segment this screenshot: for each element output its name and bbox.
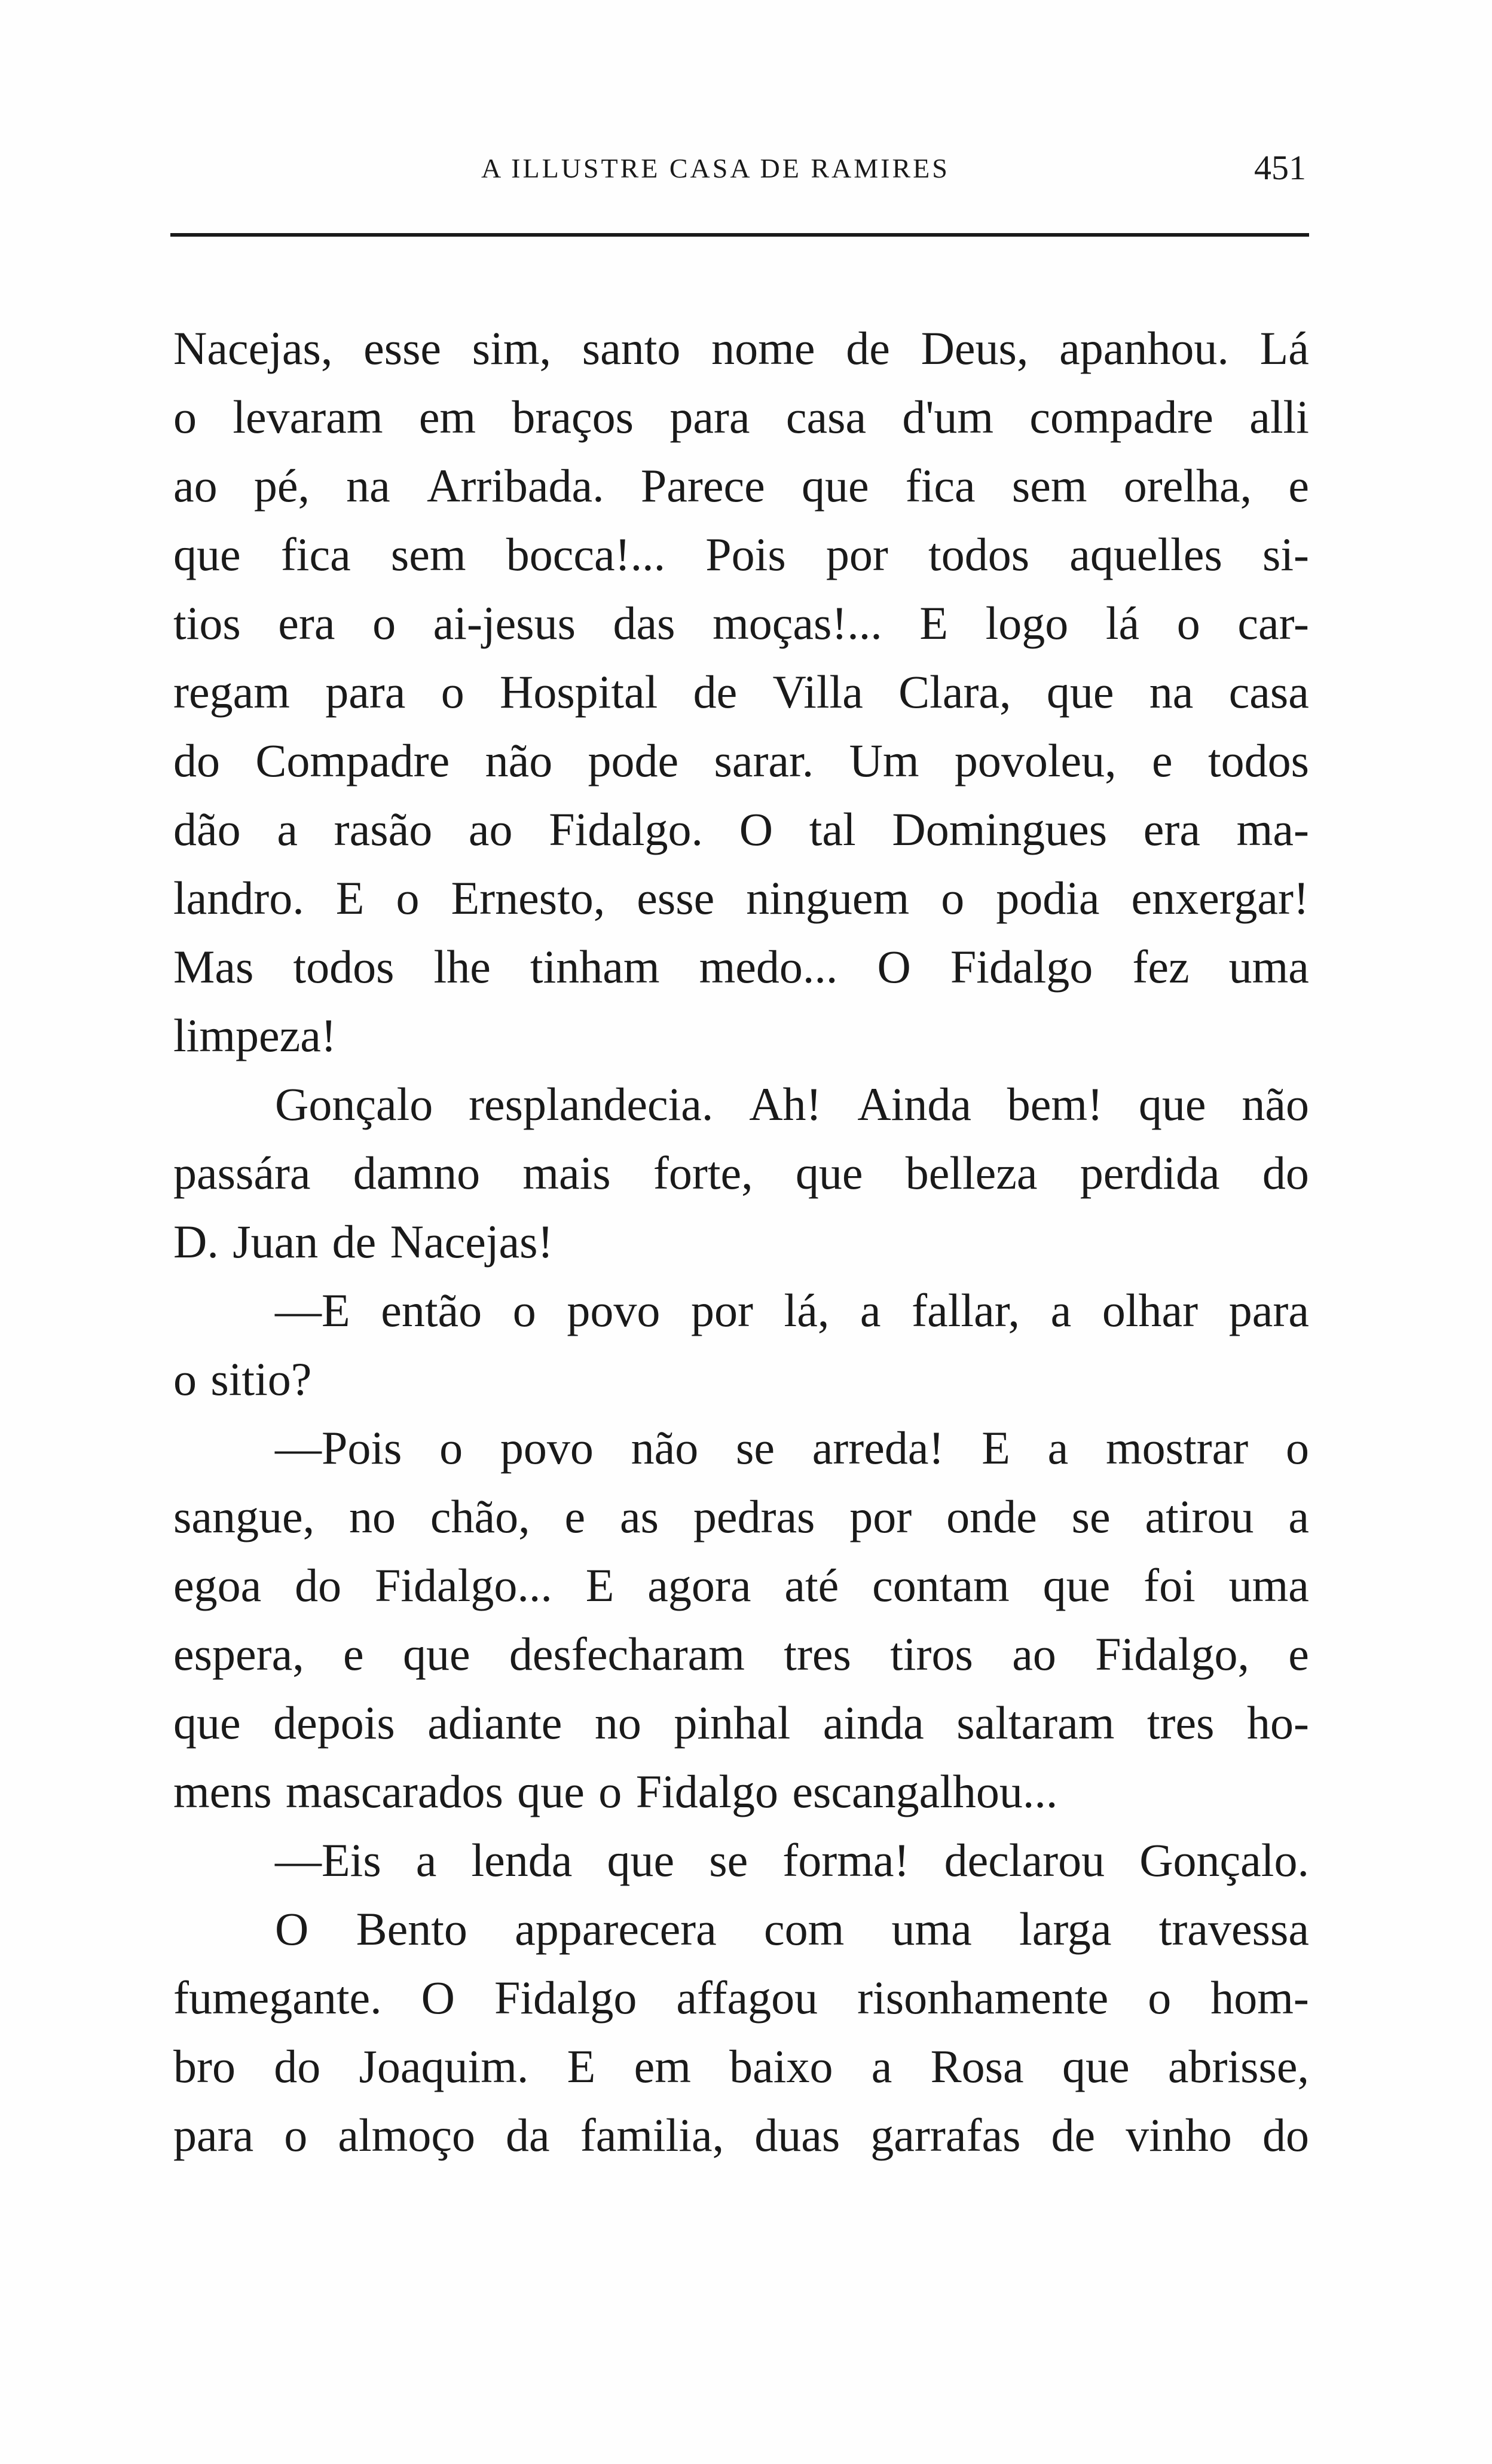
word: Mas (173, 941, 254, 993)
word: Compadre (255, 734, 450, 786)
text-line (173, 1963, 1309, 2032)
word: resplandecia. (469, 1078, 714, 1130)
word: não (1242, 1078, 1309, 1130)
word: car- (1237, 597, 1309, 649)
word: risonhamente (857, 1972, 1109, 2024)
word: adiante (427, 1697, 562, 1749)
word: —Eis (275, 1834, 381, 1886)
word: sarar. (714, 734, 814, 786)
word: Fidalgo... (375, 1559, 552, 1611)
word: Villa (772, 666, 863, 718)
text-line (173, 1276, 1309, 1345)
word: passára (173, 1147, 311, 1199)
word: Hospital (500, 666, 658, 718)
word: Arribada. (426, 460, 604, 512)
word: atirou (1145, 1490, 1254, 1542)
word: —Pois (275, 1422, 402, 1474)
word: Bento (356, 1903, 467, 1955)
word: Pois (705, 528, 786, 580)
word: do (295, 1559, 342, 1611)
word: e (343, 1628, 364, 1680)
word: Um (849, 734, 919, 786)
word: Nacejas, (173, 322, 333, 374)
word: Clara, (898, 666, 1011, 718)
word: ninguem (746, 872, 910, 924)
word: Fidalgo (494, 1972, 637, 2024)
word: declarou (944, 1834, 1105, 1886)
word: então (381, 1284, 482, 1336)
word: Ah! (749, 1078, 822, 1130)
word: O (877, 941, 911, 993)
word: o (173, 391, 197, 443)
word: o (512, 1284, 536, 1336)
word: por (690, 1284, 753, 1336)
word: Parece (640, 460, 765, 512)
text-line (173, 932, 1309, 1001)
word: por (826, 528, 888, 580)
word: que (607, 1834, 675, 1886)
word: dão (173, 803, 241, 855)
word: na (1149, 666, 1194, 718)
word: lenda (471, 1834, 573, 1886)
word: sem (1011, 460, 1087, 512)
text-line (173, 1001, 1309, 1070)
word: de (332, 1216, 377, 1268)
word: que (173, 1697, 241, 1749)
word: forte, (653, 1147, 753, 1199)
word: mens (173, 1765, 272, 1817)
word: Nacejas! (390, 1216, 554, 1268)
word: que (1042, 1559, 1111, 1611)
word: era (278, 597, 335, 649)
text-line (173, 1482, 1309, 1551)
word: a (277, 803, 298, 855)
text-line (173, 1070, 1309, 1138)
word: povoleu, (954, 734, 1117, 786)
word: em (634, 2040, 691, 2092)
word: o (173, 1353, 197, 1405)
text-line (173, 382, 1309, 451)
word: rasão (334, 803, 433, 855)
word: enxergar! (1131, 872, 1309, 924)
word: pode (588, 734, 679, 786)
word: do (1262, 2109, 1309, 2161)
word: de (1051, 2109, 1096, 2161)
word: Fidalgo (950, 941, 1093, 993)
word: a (1050, 1284, 1072, 1336)
word: fumegante. (173, 1972, 382, 2024)
text-line (173, 1413, 1309, 1482)
text-line (173, 726, 1309, 795)
word: pé, (253, 460, 310, 512)
word: da (506, 2109, 550, 2161)
word: fez (1132, 941, 1190, 993)
word: que (517, 1765, 585, 1817)
word: alli (1249, 391, 1309, 443)
word: tiros (890, 1628, 973, 1680)
word: arreda! (812, 1422, 944, 1474)
word: agora (647, 1559, 751, 1611)
text-line (173, 657, 1309, 726)
text-line (173, 451, 1309, 520)
word: uma (1228, 941, 1309, 993)
word: o (441, 666, 464, 718)
text-line (173, 1688, 1309, 1757)
word: sim, (472, 322, 551, 374)
word: bem! (1007, 1078, 1103, 1130)
word: mostrar (1105, 1422, 1249, 1474)
word: de (846, 322, 890, 374)
text-line (173, 520, 1309, 589)
word: pedras (693, 1490, 815, 1542)
word: mais (522, 1147, 611, 1199)
word: medo... (699, 941, 838, 993)
word: para (325, 666, 406, 718)
word: E (335, 872, 365, 924)
word: povo (567, 1284, 661, 1336)
word: bro (173, 2040, 236, 2092)
word: belleza (905, 1147, 1038, 1199)
word: nome (711, 322, 815, 374)
word: ao (1012, 1628, 1056, 1680)
word: na (346, 460, 390, 512)
word: no (594, 1697, 641, 1749)
word: o (284, 2109, 308, 2161)
word: sangue, (173, 1490, 315, 1542)
word: Ainda (857, 1078, 971, 1130)
word: Rosa (930, 2040, 1024, 2092)
word: Domingues (892, 803, 1108, 855)
word: o (941, 872, 965, 924)
word: Ernesto, (451, 872, 606, 924)
word: esse (363, 322, 442, 374)
word: o (1285, 1422, 1309, 1474)
word: chão, (430, 1490, 530, 1542)
word: sem (390, 528, 466, 580)
word: se (709, 1834, 748, 1886)
word: a (860, 1284, 881, 1336)
word: depois (273, 1697, 395, 1749)
word: vinho (1126, 2109, 1232, 2161)
word: O (421, 1972, 455, 2024)
word: povo (500, 1422, 594, 1474)
word: O (275, 1903, 309, 1955)
word: forma! (782, 1834, 910, 1886)
text-line (173, 1345, 1309, 1413)
word: Gonçalo (275, 1078, 433, 1130)
word: que (402, 1628, 470, 1680)
text-line (173, 1620, 1309, 1688)
word: pinhal (674, 1697, 791, 1749)
word: todos (928, 528, 1030, 580)
word: lá, (784, 1284, 830, 1336)
word: mascarados (286, 1765, 503, 1817)
word: ai-jesus (433, 597, 576, 649)
text-line (173, 2101, 1309, 2169)
word: do (1262, 1147, 1309, 1199)
text-line (173, 1207, 1309, 1276)
word: que (1138, 1078, 1206, 1130)
word: se (735, 1422, 775, 1474)
word: fica (905, 460, 976, 512)
word: moças!... (713, 597, 882, 649)
header-rule (170, 233, 1309, 237)
word: e (1288, 1628, 1309, 1680)
word: onde (946, 1490, 1037, 1542)
word: Juan (233, 1216, 319, 1268)
word: compadre (1029, 391, 1213, 443)
word: levaram (233, 391, 383, 443)
word: egoa (173, 1559, 262, 1611)
text-line (173, 589, 1309, 657)
word: garrafas (870, 2109, 1021, 2161)
word: aquelles (1069, 528, 1222, 580)
word: ho- (1246, 1697, 1309, 1749)
body-text (173, 314, 1309, 2169)
word: ainda (823, 1697, 924, 1749)
word: o (396, 872, 420, 924)
word: d'um (902, 391, 994, 443)
word: esse (637, 872, 715, 924)
text-line (173, 1826, 1309, 1894)
word: apanhou. (1059, 322, 1229, 374)
word: ao (173, 460, 218, 512)
word: a (1288, 1490, 1309, 1542)
word: em (418, 391, 476, 443)
running-title: A ILLUSTRE CASA DE RAMIRES (481, 153, 950, 183)
word: não (485, 734, 553, 786)
text-line (173, 2032, 1309, 2101)
word: e (564, 1490, 586, 1542)
word: familia, (580, 2109, 724, 2161)
word: do (173, 734, 220, 786)
word: travessa (1158, 1903, 1309, 1955)
word: lá (1105, 597, 1140, 649)
word: tal (809, 803, 856, 855)
word: E (567, 2040, 596, 2092)
word: D. (173, 1216, 219, 1268)
word: casa (1228, 666, 1309, 718)
word: apparecera (515, 1903, 717, 1955)
word: todos (1207, 734, 1309, 786)
word: era (1143, 803, 1200, 855)
word: o (598, 1765, 622, 1817)
word: si- (1262, 528, 1309, 580)
word: braços (512, 391, 634, 443)
word: abrisse, (1167, 2040, 1309, 2092)
word: limpeza! (173, 1009, 337, 1061)
word: logo (985, 597, 1069, 649)
word: santo (582, 322, 681, 374)
word: ma- (1236, 803, 1309, 855)
word: almoço (338, 2109, 475, 2161)
word: para (1228, 1284, 1309, 1336)
word: tios (173, 597, 241, 649)
word: que (1046, 666, 1114, 718)
word: que (795, 1147, 863, 1199)
word: ao (468, 803, 513, 855)
word: saltaram (956, 1697, 1115, 1749)
word: landro. (173, 872, 304, 924)
word: uma (1228, 1559, 1309, 1611)
text-line (173, 1551, 1309, 1620)
word: que (1062, 2040, 1130, 2092)
word: sitio? (210, 1353, 312, 1405)
text-line (173, 1138, 1309, 1207)
word: do (274, 2040, 321, 2092)
word: para (669, 391, 750, 443)
word: de (693, 666, 738, 718)
word: o (439, 1422, 463, 1474)
word: Fidalgo. (549, 803, 704, 855)
text-line (173, 864, 1309, 932)
word: que (173, 528, 241, 580)
word: casa (785, 391, 867, 443)
word: o (1148, 1972, 1172, 2024)
word: o (372, 597, 396, 649)
word: no (348, 1490, 396, 1542)
word: damno (353, 1147, 481, 1199)
word: fallar, (912, 1284, 1020, 1336)
word: a (415, 1834, 437, 1886)
word: bocca!... (506, 528, 666, 580)
page-number: 451 (1254, 148, 1306, 187)
word: affagou (676, 1972, 818, 2024)
word: não (631, 1422, 699, 1474)
word: as (619, 1490, 659, 1542)
word: regam (173, 666, 290, 718)
word: orelha, (1123, 460, 1252, 512)
word: tinham (530, 941, 660, 993)
word: desfecharam (509, 1628, 745, 1680)
word: o (1176, 597, 1200, 649)
word: Fidalgo (635, 1765, 779, 1817)
word: podia (996, 872, 1100, 924)
word: E (982, 1422, 1010, 1474)
word: espera, (173, 1628, 304, 1680)
word: perdida (1080, 1147, 1220, 1199)
word: uma (891, 1903, 972, 1955)
word: Fidalgo, (1095, 1628, 1249, 1680)
word: e (1288, 460, 1309, 512)
word: que (801, 460, 869, 512)
word: tres (1146, 1697, 1215, 1749)
word: por (849, 1490, 912, 1542)
text-line (173, 1757, 1309, 1826)
word: Deus, (921, 322, 1029, 374)
text-line (173, 1894, 1309, 1963)
word: foi (1144, 1559, 1196, 1611)
word: a (871, 2040, 892, 2092)
word: Joaquim. (359, 2040, 529, 2092)
word: larga (1019, 1903, 1112, 1955)
word: tres (784, 1628, 851, 1680)
word: das (613, 597, 675, 649)
word: com (764, 1903, 845, 1955)
word: escangalhou... (792, 1765, 1058, 1817)
text-line (173, 795, 1309, 864)
word: até (784, 1559, 839, 1611)
word: Gonçalo. (1139, 1834, 1309, 1886)
word: —E (275, 1284, 350, 1336)
word: hom- (1210, 1972, 1309, 2024)
word: contam (872, 1559, 1010, 1611)
word: olhar (1102, 1284, 1199, 1336)
word: e (1152, 734, 1173, 786)
word: Lá (1259, 322, 1309, 374)
running-head (173, 140, 1309, 194)
word: fica (280, 528, 351, 580)
word: duas (754, 2109, 840, 2161)
word: se (1071, 1490, 1111, 1542)
word: baixo (729, 2040, 833, 2092)
word: para (173, 2109, 254, 2161)
word: a (1047, 1422, 1069, 1474)
word: E (585, 1559, 614, 1611)
word: todos (293, 941, 395, 993)
word: lhe (433, 941, 491, 993)
text-line (173, 314, 1309, 382)
word: O (739, 803, 773, 855)
word: E (919, 597, 949, 649)
